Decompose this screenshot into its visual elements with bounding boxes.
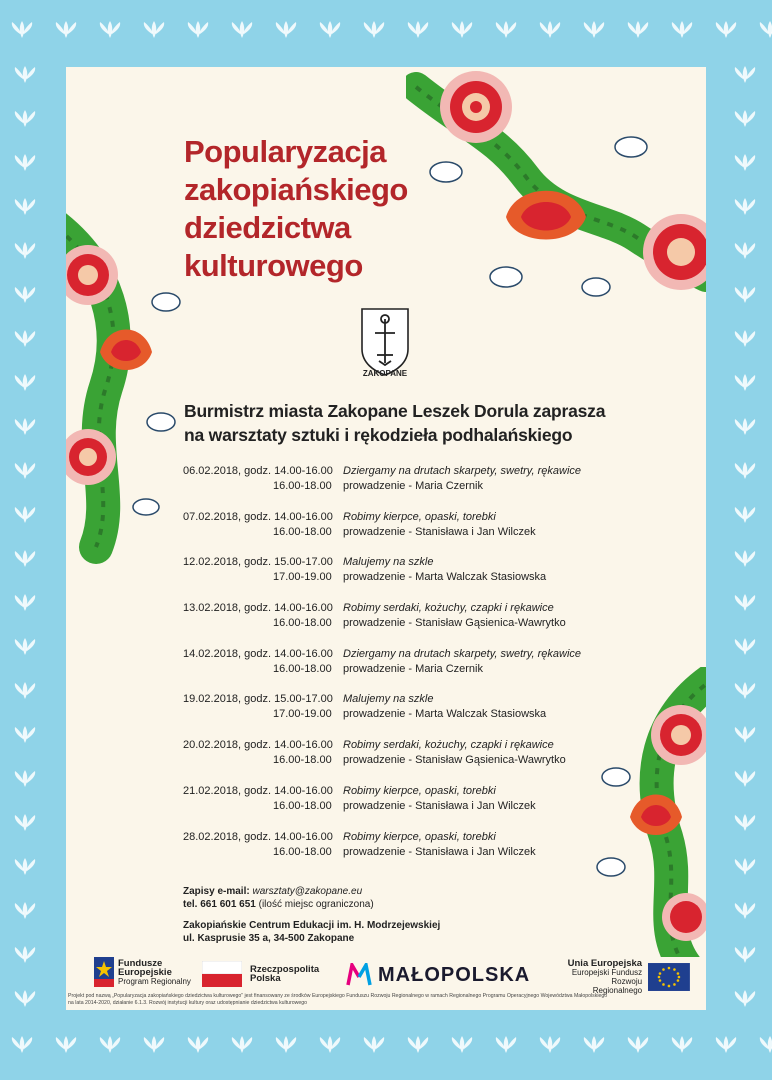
entry-lead: prowadzenie - Stanisław Gąsienica-Wawrytko bbox=[343, 754, 566, 767]
schedule-entry bbox=[183, 510, 703, 556]
rzeczpospolita-logo bbox=[202, 961, 319, 987]
workshop-schedule bbox=[183, 464, 703, 875]
entry-topic: Robimy kierpce, opaski, torebki bbox=[343, 784, 496, 797]
fe-line3: Program Regionalny bbox=[118, 976, 191, 986]
schedule-entry bbox=[183, 738, 703, 784]
entry-topic: Robimy serdaki, kożuchy, czapki i rękawice bbox=[343, 602, 554, 615]
invitation-text bbox=[184, 399, 704, 447]
crest-label: ZAKOPANE bbox=[362, 369, 408, 378]
schedule-entry bbox=[183, 464, 703, 510]
signup-email[interactable]: warsztaty@zakopane.eu bbox=[252, 886, 363, 897]
entry-date: 06.02.2018, godz. 14.00-16.00 bbox=[183, 465, 333, 477]
entry-lead: prowadzenie - Stanisława i Jan Wilczek bbox=[343, 799, 536, 812]
floral-ornament-top-right bbox=[406, 67, 706, 327]
polish-flag-icon bbox=[202, 961, 242, 987]
entry-lead: prowadzenie - Stanisława i Jan Wilczek bbox=[343, 525, 536, 538]
entry-date: 07.02.2018, godz. 14.00-16.00 bbox=[183, 510, 333, 523]
contact-info bbox=[183, 885, 583, 945]
entry-time2: 17.00-19.00 bbox=[273, 571, 332, 584]
entry-time2: 17.00-19.00 bbox=[273, 708, 332, 721]
entry-date: 12.02.2018, godz. 15.00-17.00 bbox=[183, 556, 333, 569]
schedule-entry bbox=[183, 692, 703, 738]
rp-line2: Polska bbox=[250, 973, 281, 984]
ue-line2: Europejski Fundusz bbox=[571, 968, 643, 977]
ue-line1: Unia Europejska bbox=[567, 958, 643, 969]
entry-topic: Dziergamy na drutach skarpety, swetry, rękawice bbox=[343, 647, 582, 660]
title-line: zakopiańskiego bbox=[184, 172, 408, 207]
schedule-entry bbox=[183, 830, 703, 876]
entry-time2: 16.00-18.00 bbox=[273, 754, 332, 767]
entry-time2: 16.00-18.00 bbox=[273, 799, 332, 812]
malopolska-m-icon bbox=[346, 963, 372, 987]
invite-line: na warsztaty sztuki i rękodzieła podhalańskiego bbox=[184, 425, 573, 445]
footnote-line: na lata 2014-2020, działanie 6.1.3. Rozwój instytucji kultury oraz udostępnianie dziedzictwa kulturowego bbox=[68, 1000, 308, 1006]
entry-topic: Malujemy na szkle bbox=[343, 556, 434, 569]
entry-lead: prowadzenie - Stanisław Gąsienica-Wawrytko bbox=[343, 617, 566, 630]
floral-ornament-left bbox=[66, 207, 196, 567]
unia-europejska-logo bbox=[560, 959, 690, 995]
ue-line3: Rozwoju Regionalnego bbox=[592, 977, 643, 995]
entry-date: 13.02.2018, godz. 14.00-16.00 bbox=[183, 602, 333, 615]
schedule-entry bbox=[183, 601, 703, 647]
sponsor-logos bbox=[90, 957, 690, 995]
title-line: kulturowego bbox=[184, 248, 363, 283]
entry-date: 20.02.2018, godz. 14.00-16.00 bbox=[183, 739, 333, 752]
entry-lead: prowadzenie - Stanisława i Jan Wilczek bbox=[343, 845, 536, 858]
entry-topic: Robimy kierpce, opaski, torebki bbox=[343, 510, 496, 523]
malopolska-logo bbox=[346, 963, 530, 987]
entry-time2: 16.00-18.00 bbox=[273, 662, 332, 675]
entry-topic: Robimy serdaki, kożuchy, czapki i rękawice bbox=[343, 739, 554, 752]
phone-note: (ilość miejsc ograniczona) bbox=[258, 899, 374, 910]
invite-line: Burmistrz miasta Zakopane Leszek Dorula zaprasza bbox=[184, 401, 606, 421]
title-line: Popularyzacja bbox=[184, 134, 386, 169]
rp-line1: Rzeczpospolita bbox=[250, 964, 320, 975]
poster-title bbox=[184, 133, 444, 285]
signup-label: Zapisy e-mail: bbox=[183, 886, 250, 897]
entry-time2: 16.00-18.00 bbox=[273, 617, 332, 630]
entry-lead: prowadzenie - Marta Walczak Stasiowska bbox=[343, 571, 547, 584]
entry-time2: 16.00-18.00 bbox=[273, 480, 332, 492]
schedule-entry bbox=[183, 784, 703, 830]
poster-sheet bbox=[66, 67, 706, 1010]
title-line: dziedzictwa bbox=[184, 210, 351, 245]
entry-date: 28.02.2018, godz. 14.00-16.00 bbox=[183, 830, 333, 843]
entry-date: 14.02.2018, godz. 14.00-16.00 bbox=[183, 647, 333, 660]
schedule-entry bbox=[183, 555, 703, 601]
entry-topic: Dziergamy na drutach skarpety, swetry, rękawice bbox=[343, 465, 582, 477]
fundusze-europejskie-logo bbox=[94, 957, 191, 987]
entry-topic: Malujemy na szkle bbox=[343, 693, 434, 706]
entry-date: 19.02.2018, godz. 15.00-17.00 bbox=[183, 693, 333, 706]
fe-line2: Europejskie bbox=[118, 966, 172, 978]
footnote-line: Projekt pod nazwą „Popularyzacja zakopiańskiego dziedzictwa kulturowego” jest finansowany ze środków Europejskiego Funduszu Rozwoju Regionalnego w ramach Regionalnego Programu Operacyjnego Województwa Małopolskiego bbox=[68, 993, 608, 999]
entry-lead: prowadzenie - Marta Walczak Stasiowska bbox=[343, 708, 547, 721]
entry-topic: Robimy kierpce, opaski, torebki bbox=[343, 830, 496, 843]
fe-line1: Fundusze bbox=[118, 957, 163, 969]
malopolska-text: MAŁOPOLSKA bbox=[378, 963, 531, 986]
fe-star-icon bbox=[94, 957, 114, 987]
funding-footnote bbox=[66, 993, 706, 1007]
entry-lead: prowadzenie - Maria Czernik bbox=[343, 662, 483, 675]
entry-lead: prowadzenie - Maria Czernik bbox=[343, 480, 483, 492]
schedule-entry bbox=[183, 647, 703, 693]
phone-number: tel. 661 601 651 bbox=[183, 899, 256, 910]
eu-flag-icon bbox=[648, 963, 690, 991]
entry-time2: 16.00-18.00 bbox=[273, 525, 332, 538]
organizer-address: ul. Kasprusie 35 a, 34-500 Zakopane bbox=[183, 933, 355, 944]
entry-date: 21.02.2018, godz. 14.00-16.00 bbox=[183, 784, 333, 797]
organizer-name: Zakopiańskie Centrum Edukacji im. H. Modrzejewskiej bbox=[183, 920, 441, 931]
entry-time2: 16.00-18.00 bbox=[273, 845, 332, 858]
